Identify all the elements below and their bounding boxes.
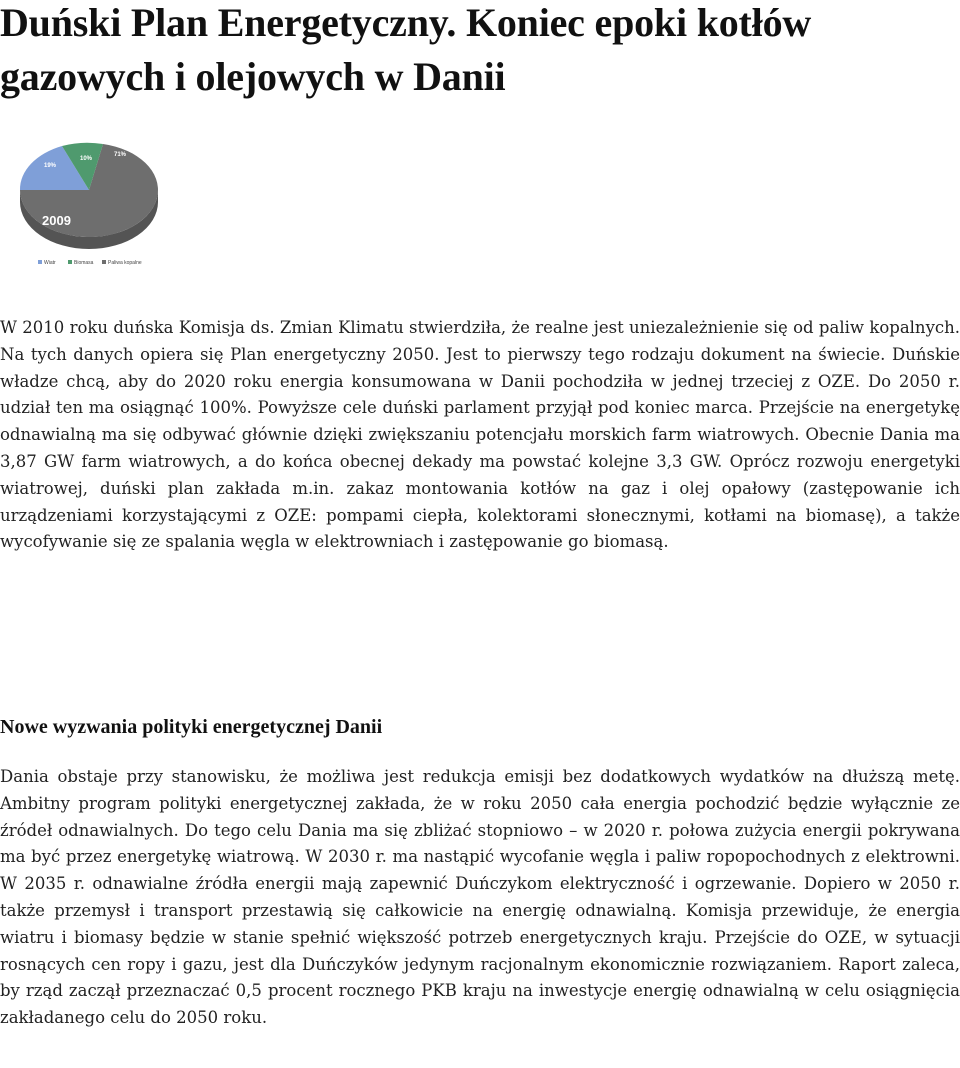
energy-mix-pie-chart [18,128,163,268]
legend-label-wind: Wiatr [44,260,56,266]
article-paragraph-1: W 2010 roku duńska Komisja ds. Zmian Klimatu stwierdziła, że realne jest uniezależnienie się od paliw kopalnych. Na tych danych opiera się Plan energetyczny 2050. Jest to pierwszy tego rodzaju dokument na świecie. Duńskie władze chcą, aby do 2020 roku energia konsumowana w Danii pochodziła w jednej trzeciej z OZE. Do 2050 r. udział ten ma osiągnąć 100%. Powyższe cele duński parlament przyjął pod koniec marca. Przejście na energetykę odnawialną ma się odbywać głównie dzięki zwiększaniu potencjału morskich farm wiatrowych. Obecnie Dania ma 3,87 GW farm wiatrowych, a do końca obecnej dekady ma powstać kolejne 3,3 GW. Oprócz rozwoju energetyki wiatrowej, duński plan zakłada m.in. zakaz montowania kotłów na gaz i olej opałowy (zastępowanie ich urządzeniami korzystającymi z OZE: pompami ciepła, kolektorami słonecznymi, kotłami na biomasę), a także wycofywanie się ze spalania węgla w elektrowniach i zastępowanie go biomasą. [0,318,960,552]
slice-label-wind: 19% [44,163,57,169]
slice-label-biomass: 10% [80,156,93,162]
legend-swatch-biomass [68,260,72,264]
section-heading: Nowe wyzwania polityki energetycznej Danii [0,716,383,738]
pie-chart-svg [18,128,163,268]
slice-label-fossil: 71% [114,152,127,158]
legend-label-biomass: Biomasa [74,260,94,266]
legend-swatch-fossil [102,260,106,264]
legend-swatch-wind [38,260,42,264]
legend-label-fossil: Paliwa kopalne [108,260,142,266]
article-title: Duński Plan Energetyczny. Koniec epoki kotłów gazowych i olejowych w Danii [0,0,812,99]
article-paragraph-2: Dania obstaje przy stanowisku, że możliwa jest redukcja emisji bez dodatkowych wydatków na dłuższą metę. Ambitny program polityki energetycznej zakłada, że w roku 2050 cała energia pochodzić będzie wyłącznie ze źródeł odnawialnych. Do tego celu Dania ma się zbliżać stopniowo – w 2020 r. połowa zużycia energii pokrywana ma być przez energetykę wiatrową. W 2030 r. ma nastąpić wycofanie węgla i paliw ropopochodnych z elektrowni. W 2035 r. odnawialne źródła energii mają zapewnić Duńczykom elektryczność i ogrzewanie. Dopiero w 2050 r. także przemysł i transport przestawią się całkowicie na energię odnawialną. Komisja przewiduje, że energia wiatru i biomasy będzie w stanie spełnić większość potrzeb energetycznych kraju. Przejście do OZE, w sytuacji rosnących cen ropy i gazu, jest dla Duńczyków jedynym racjonalnym ekonomicznie rozwiązaniem. Raport zaleca, by rząd zaczął przeznaczać 0,5 procent rocznego PKB kraju na inwestycje energię odnawialną w celu osiągnięcia zakładanego celu do 2050 roku. [0,767,960,1028]
chart-year-annotation: 2009 [42,213,71,228]
